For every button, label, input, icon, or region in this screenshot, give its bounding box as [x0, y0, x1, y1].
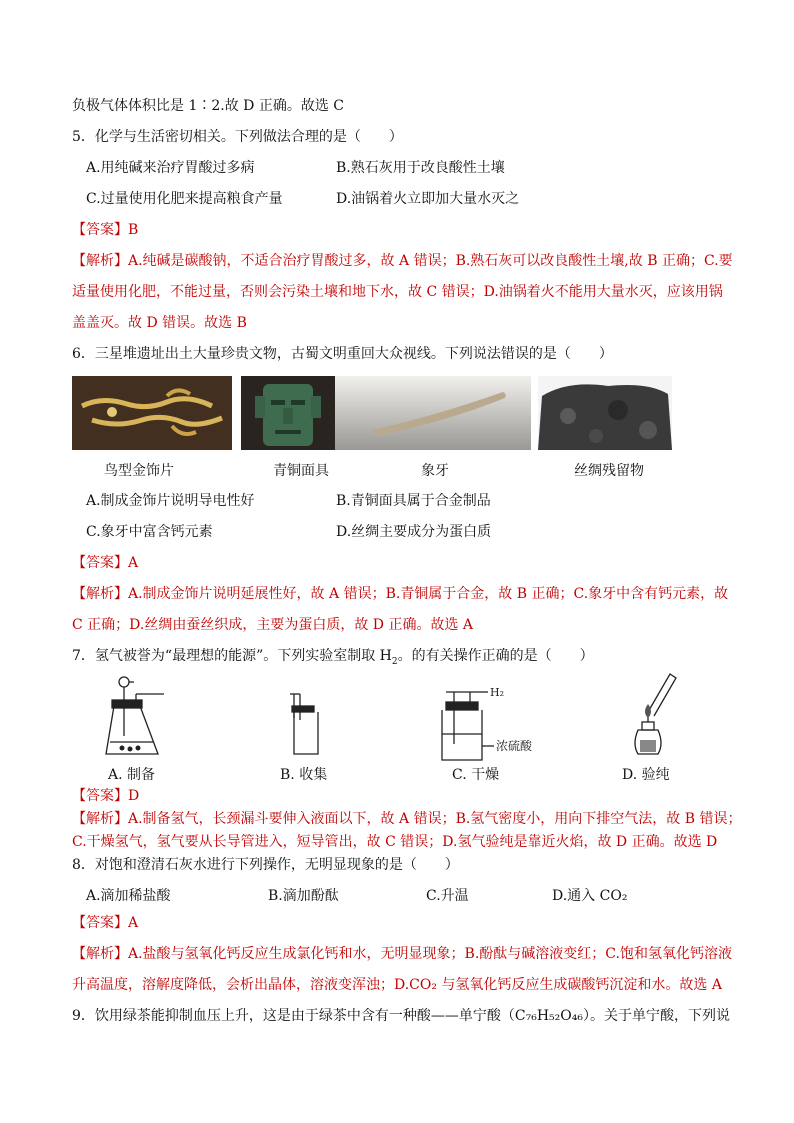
q6-answer — [72, 553, 138, 573]
h2-label: H₂ — [490, 688, 505, 699]
q9-stem: 9．饮用绿茶能抑制血压上升，这是由于绿茶中含有一种酸——单宁酸（C₇₆H₅₂O₄₆）。关于单宁酸，下列说 — [72, 1008, 730, 1024]
q5-analysis-line: 盖盖灭。故 D 错误。故选 B — [72, 315, 247, 331]
q5-analysis-line: 适量使用化肥，不能过量，否则会污染土壤和地下水，故 C 错误；D.油锅着火不能用大量水灭，应该用锅 — [72, 284, 723, 300]
analysis-tag: 【解析】 — [72, 811, 128, 827]
q6-stem: 6．三星堆遗址出土大量珍贵文物，古蜀文明重回大众视线。下列说法错误的是（ ） — [72, 346, 613, 362]
q6-option-c: C.象牙中富含钙元素 — [86, 524, 213, 540]
q6-option-b: B.青铜面具属于合金制品 — [336, 493, 491, 509]
q7-stem-text: 。的有关操作正确的是（ ） — [397, 648, 594, 664]
analysis-tag: 【解析】 — [72, 946, 128, 962]
q8-option-d: D.通入 CO₂ — [552, 888, 628, 904]
q5-option-d: D.油锅着火立即加大量水灭之 — [336, 191, 520, 207]
figure-label: C. 干燥 — [452, 767, 500, 783]
analysis-tag: 【解析】 — [72, 253, 128, 269]
answer-value: B — [128, 222, 139, 238]
silk-residue-image — [538, 376, 672, 450]
image-caption: 丝绸残留物 — [574, 463, 644, 479]
answer-tag: 【答案】 — [72, 915, 128, 931]
q7-stem — [72, 646, 594, 666]
analysis-tag: 【解析】 — [72, 586, 128, 602]
analysis-text: A.纯碱是碳酸钠，不适合治疗胃酸过多，故 A 错误；B.熟石灰可以改良酸性土壤,故 B 正确；C.要 — [128, 253, 733, 269]
bird-gold-ornament-image — [72, 376, 232, 450]
answer-tag: 【答案】 — [72, 788, 128, 804]
ivory-tusk-image — [335, 376, 531, 450]
q5-option-c: C.过量使用化肥来提高粮食产量 — [86, 191, 283, 207]
q8-option-c: C.升温 — [426, 888, 469, 904]
q7-stem-text: 7．氢气被誉为“最理想的能源”。下列实验室制取 H — [72, 648, 392, 664]
q5-stem: 5．化学与生活密切相关。下列做法合理的是（ ） — [72, 129, 403, 145]
answer-value: A — [128, 555, 139, 571]
q6-analysis-line — [72, 584, 728, 604]
apparatus-test-purity-figure — [618, 670, 678, 762]
analysis-text: A.盐酸与氢氧化钙反应生成氯化钙和水，无明显现象；B.酚酞与碱溶液变红；C.饱和氢氧化钙溶液 — [128, 946, 732, 962]
acid-label: 浓硫酸 — [496, 739, 533, 753]
q6-analysis-line: C 正确；D.丝绸由蚕丝织成，主要为蛋白质，故 D 正确。故选 A — [72, 617, 474, 633]
q8-analysis-line — [72, 944, 732, 964]
q5-option-a: A.用纯碱来治疗胃酸过多病 — [86, 160, 255, 176]
answer-value: D — [128, 788, 140, 804]
q8-stem: 8．对饱和澄清石灰水进行下列操作，无明显现象的是（ ） — [72, 857, 459, 873]
apparatus-dry-figure — [432, 688, 552, 762]
figure-label: D. 验纯 — [622, 767, 670, 783]
q6-option-a: A.制成金饰片说明导电性好 — [86, 493, 255, 509]
q8-answer — [72, 913, 138, 933]
figure-label: A. 制备 — [108, 767, 156, 783]
bronze-mask-image — [241, 376, 335, 450]
q7-analysis-line: C.干燥氢气，氢气要从长导管进入，短导管出，故 C 错误；D.氢气验纯是靠近火焰，故 D 正确。故选 D — [72, 834, 718, 850]
q6-option-d: D.丝绸主要成分为蛋白质 — [336, 524, 492, 540]
continuation-line: 负极气体体积比是 1∶2.故 D 正确。故选 C — [72, 98, 345, 114]
image-caption: 象牙 — [421, 463, 449, 479]
q5-option-b: B.熟石灰用于改良酸性土壤 — [336, 160, 505, 176]
q5-answer — [72, 220, 138, 240]
q8-option-b: B.滴加酚酞 — [268, 888, 339, 904]
q7-stem-subscript: 2 — [391, 656, 398, 667]
analysis-text: A.制成金饰片说明延展性好，故 A 错误；B.青铜属于合金，故 B 正确；C.象牙中含有钙元素，故 — [128, 586, 729, 602]
q7-analysis-line — [72, 809, 742, 829]
apparatus-prepare-figure — [96, 676, 176, 760]
q5-analysis-line — [72, 251, 733, 271]
analysis-text: A.制备氢气，长颈漏斗要伸入液面以下，故 A 错误；B.氢气密度小，用向下排空气法，故 B 错误； — [128, 811, 742, 827]
apparatus-collect-figure — [286, 690, 326, 760]
answer-tag: 【答案】 — [72, 222, 128, 238]
q8-analysis-line: 升高温度，溶解度降低，会析出晶体，溶液变浑浊；D.CO₂ 与氢氧化钙反应生成碳酸钙沉淀和水。故选 A — [72, 977, 722, 993]
figure-label: B. 收集 — [280, 767, 328, 783]
q8-option-a: A.滴加稀盐酸 — [86, 888, 171, 904]
image-caption: 鸟型金饰片 — [104, 463, 174, 479]
answer-value: A — [128, 915, 139, 931]
answer-tag: 【答案】 — [72, 555, 128, 571]
q7-answer — [72, 786, 139, 806]
image-caption: 青铜面具 — [273, 463, 329, 479]
